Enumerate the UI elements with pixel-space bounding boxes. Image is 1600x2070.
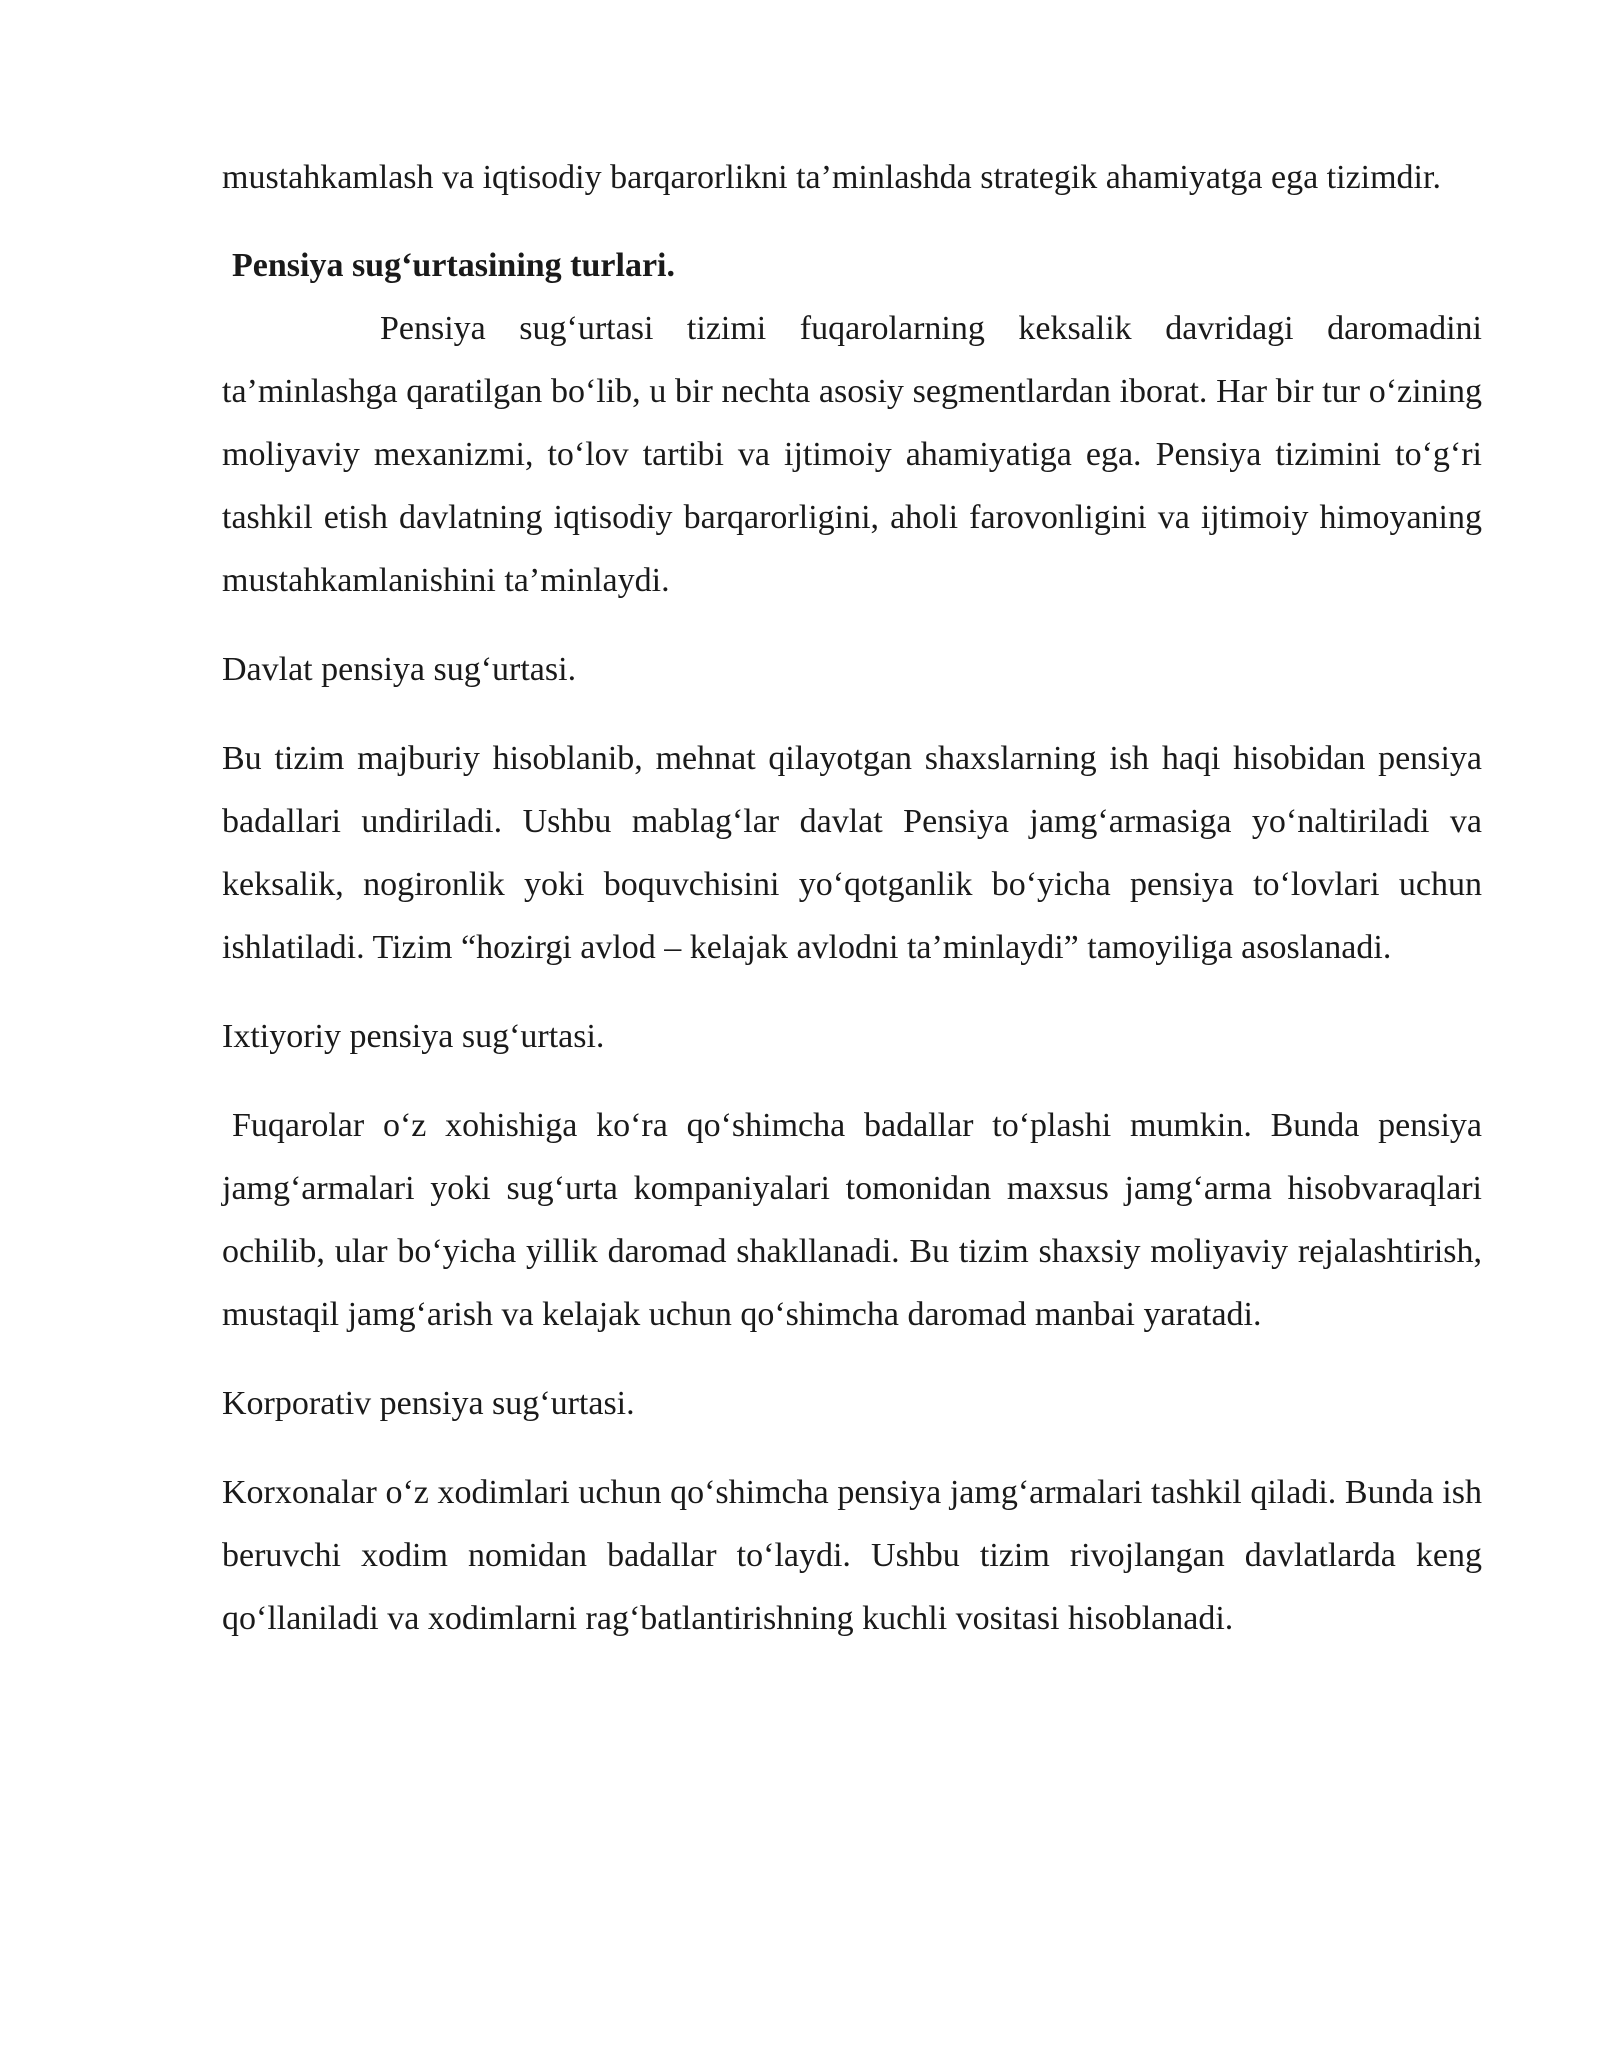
type-text-corporate: Korxonalar o‘z xodimlari uchun qo‘shimcha pensiya jamg‘armalari tashkil qiladi. Bunda ish beruvchi xodim nomidan badallar to‘laydi. Ushbu tizim rivojlangan davlatlarda keng qo‘llaniladi va xodimlarni rag‘batlantirishning kuchli vositasi hisoblanadi.	[222, 1474, 1482, 1637]
type-title-voluntary: Ixtiyoriy pensiya sug‘urtasi.	[222, 1018, 605, 1055]
type-text-voluntary: Fuqarolar o‘z xohishiga ko‘ra qo‘shimcha badallar to‘plashi mumkin. Bunda pensiya jamg‘armalari yoki sug‘urta kompaniyalari tomonidan maxsus jamg‘arma hisobvaraqlari ochilib, ular bo‘yicha yillik daromad shakllanadi. Bu tizim shaxsiy moliyaviy rejalashtirish, mustaqil jamg‘arish va kelajak uchun qo‘shimcha daromad manbai yaratadi.	[222, 1107, 1482, 1333]
type-title-corporate: Korporativ pensiya sug‘urtasi.	[222, 1385, 635, 1422]
type-title-state: Davlat pensiya sug‘urtasi.	[222, 651, 577, 688]
document-page	[222, 146, 1482, 1650]
section-heading: Pensiya sug‘urtasining turlari.	[232, 247, 675, 284]
intro-paragraph-tail: mustahkamlash va iqtisodiy barqarorlikni ta’minlashda strategik ahamiyatga ega tizimdir.	[222, 159, 1441, 196]
section-intro-paragraph: Pensiya sug‘urtasi tizimi fuqarolarning keksalik davridagi daromadini ta’minlashga qaratilgan bo‘lib, u bir nechta asosiy segmentlardan iborat. Har bir tur o‘zining moliyaviy mexanizmi, to‘lov tartibi va ijtimoiy ahamiyatiga ega. Pensiya tizimini to‘g‘ri tashkil etish davlatning iqtisodiy barqarorligini, aholi farovonligini va ijtimoiy himoyaning mustahkamlanishini ta’minlaydi.	[222, 310, 1482, 599]
type-text-state: Bu tizim majburiy hisoblanib, mehnat qilayotgan shaxslarning ish haqi hisobidan pensiya badallari undiriladi. Ushbu mablag‘lar davlat Pensiya jamg‘armasiga yo‘naltiriladi va keksalik, nogironlik yoki boquvchisini yo‘qotganlik bo‘yicha pensiya to‘lovlari uchun ishlatiladi. Tizim “hozirgi avlod – kelajak avlodni ta’minlaydi” tamoyiliga asoslanadi.	[222, 740, 1482, 966]
